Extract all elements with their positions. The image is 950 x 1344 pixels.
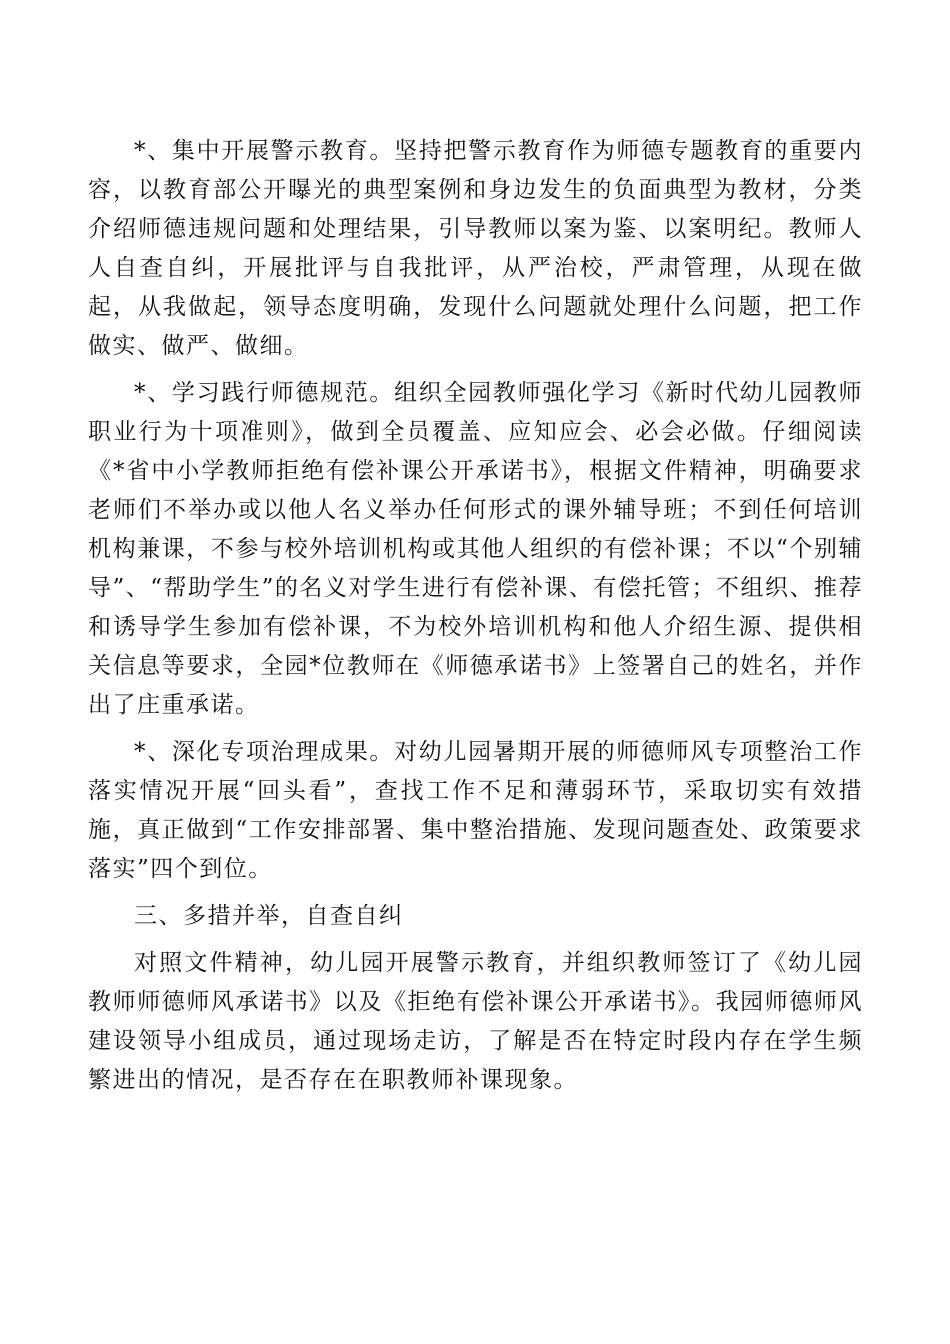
paragraph-warning-education: *、集中开展警示教育。坚持把警示教育作为师德专题教育的重要内容，以教育部公开曝光的典型案例和身边发生的负面典型为教材，分类介绍师德违规问题和处理结果，引导教师以案为鉴、以案明纪。教师人人自查自纠，开展批评与自我批评，从严治校，严肃管理，从现在做起，从我做起，领导态度明确，发现什么问题就处理什么问题，把工作做实、做严、做细。 (88, 138, 863, 359)
paragraph-special-governance: *、深化专项治理成果。对幼儿园暑期开展的师德师风专项整治工作落实情况开展“回头看”，查找工作不足和薄弱环节，采取切实有效措施，真正做到“工作安排部署、集中整治措施、发现问题查处、政策要求落实”四个到位。 (88, 739, 863, 882)
section-heading: 三、多措并举，自查自纠 (134, 903, 404, 929)
paragraph-self-inspection: 对照文件精神，幼儿园开展警示教育，并组织教师签订了《幼儿园教师师德师风承诺书》以及《拒绝有偿补课公开承诺书》。我园师德师风建设领导小组成员，通过现场走访，了解是否在特定时段内存在学生频繁进出的情况，是否存在在职教师补课现象。 (88, 950, 863, 1093)
document-body (88, 132, 863, 1108)
paragraph-ethics-norms: *、学习践行师德规范。组织全园教师强化学习《新时代幼儿园教师职业行为十项准则》，做到全员覆盖、应知应会、必会必做。仔细阅读《*省中小学教师拒绝有偿补课公开承诺书》，根据文件精神，明确要求老师们不举办或以他人名义举办任何形式的课外辅导班；不到任何培训机构兼课，不参与校外培训机构或其他人组织的有偿补课；不以“个别辅导”、“帮助学生”的名义对学生进行有偿补课、有偿托管；不组织、推荐和诱导学生参加有偿补课，不为校外培训机构和他人介绍生源、提供相关信息等要求，全园*位教师在《师德承诺书》上签署自己的姓名，并作出了庄重承诺。 (88, 380, 863, 718)
